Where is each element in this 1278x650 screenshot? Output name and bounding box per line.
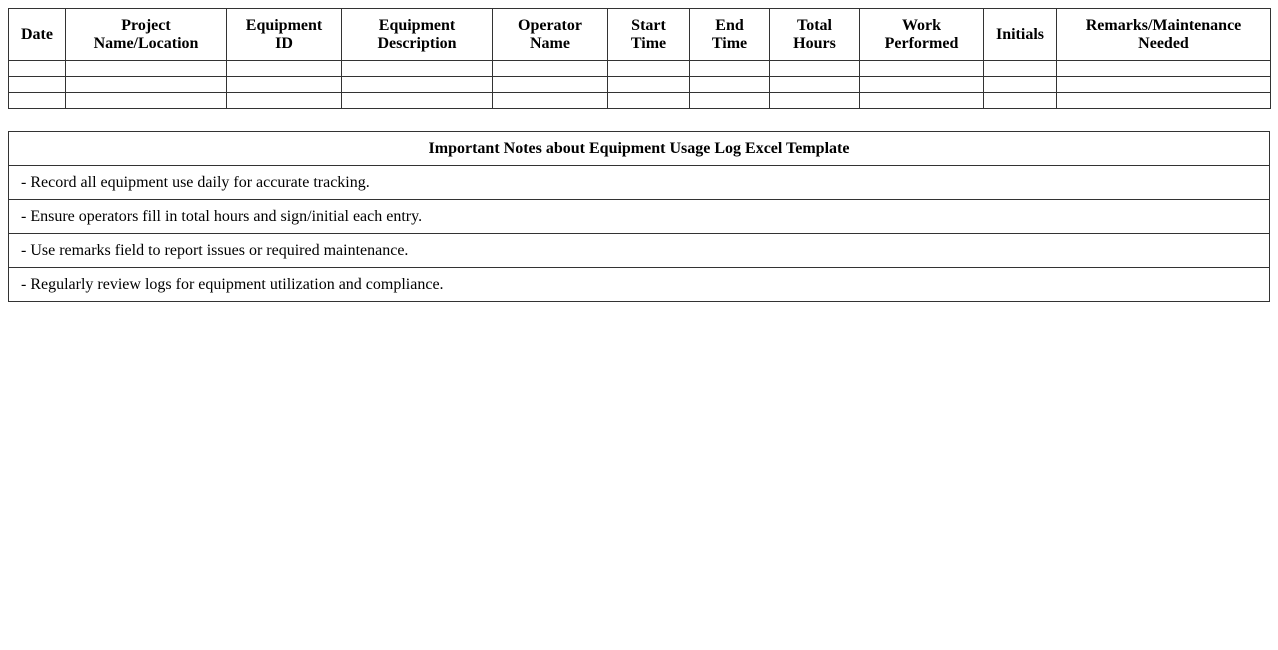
column-header-start-time	[608, 9, 690, 61]
header-line: Project	[121, 16, 171, 34]
note-row	[9, 234, 1270, 268]
table-cell[interactable]	[608, 77, 690, 93]
header-line: Time	[630, 34, 667, 52]
table-cell[interactable]	[984, 93, 1057, 109]
note-item: - Record all equipment use daily for accurate tracking.	[9, 166, 1270, 200]
column-header-project	[66, 9, 227, 61]
header-line: Equipment	[245, 16, 323, 34]
header-line: Remarks/Maintenance	[1085, 16, 1242, 34]
note-row	[9, 268, 1270, 302]
table-cell[interactable]	[690, 93, 770, 109]
table-cell[interactable]	[984, 77, 1057, 93]
header-line: Time	[711, 34, 748, 52]
note-row	[9, 200, 1270, 234]
column-header-equipment-id	[227, 9, 342, 61]
note-row	[9, 166, 1270, 200]
note-item: - Ensure operators fill in total hours and sign/initial each entry.	[9, 200, 1270, 234]
table-cell[interactable]	[1057, 93, 1271, 109]
header-line: Hours	[793, 34, 836, 52]
table-cell[interactable]	[493, 93, 608, 109]
table-cell[interactable]	[66, 77, 227, 93]
header-line: Start	[631, 16, 666, 34]
table-cell[interactable]	[66, 93, 227, 109]
header-line: Description	[377, 34, 457, 52]
table-cell[interactable]	[690, 77, 770, 93]
table-cell[interactable]	[342, 77, 493, 93]
header-line: Date	[21, 25, 53, 43]
header-line: Operator	[518, 16, 582, 34]
table-cell[interactable]	[860, 93, 984, 109]
table-cell[interactable]	[227, 61, 342, 77]
column-header-end-time	[690, 9, 770, 61]
table-cell[interactable]	[1057, 61, 1271, 77]
header-row	[9, 9, 1271, 61]
header-line: Total	[797, 16, 832, 34]
table-cell[interactable]	[342, 61, 493, 77]
table-row	[9, 77, 1271, 93]
header-line: ID	[275, 34, 293, 52]
notes-title: Important Notes about Equipment Usage Log Excel Template	[9, 132, 1270, 166]
column-header-work-performed	[860, 9, 984, 61]
header-line: Needed	[1138, 34, 1189, 52]
table-cell[interactable]	[984, 61, 1057, 77]
header-line: Name/Location	[93, 34, 199, 52]
notes-table	[8, 131, 1270, 302]
header-line: End	[715, 16, 744, 34]
log-table-body	[9, 61, 1271, 109]
column-header-equipment-description	[342, 9, 493, 61]
column-header-date	[9, 9, 66, 61]
table-cell[interactable]	[9, 61, 66, 77]
table-cell[interactable]	[770, 61, 860, 77]
table-cell[interactable]	[860, 61, 984, 77]
table-cell[interactable]	[342, 93, 493, 109]
table-cell[interactable]	[1057, 77, 1271, 93]
table-cell[interactable]	[66, 61, 227, 77]
table-cell[interactable]	[493, 77, 608, 93]
table-cell[interactable]	[608, 93, 690, 109]
note-item: - Use remarks field to report issues or required maintenance.	[9, 234, 1270, 268]
table-cell[interactable]	[227, 93, 342, 109]
header-line: Initials	[995, 25, 1044, 43]
column-header-total-hours	[770, 9, 860, 61]
table-cell[interactable]	[860, 77, 984, 93]
table-cell[interactable]	[9, 77, 66, 93]
table-row	[9, 61, 1271, 77]
notes-title-row	[9, 132, 1270, 166]
table-cell[interactable]	[770, 93, 860, 109]
table-cell[interactable]	[493, 61, 608, 77]
column-header-remarks	[1057, 9, 1271, 61]
header-line: Performed	[884, 34, 959, 52]
table-cell[interactable]	[770, 77, 860, 93]
table-cell[interactable]	[227, 77, 342, 93]
table-cell[interactable]	[608, 61, 690, 77]
table-cell[interactable]	[9, 93, 66, 109]
note-item: - Regularly review logs for equipment utilization and compliance.	[9, 268, 1270, 302]
header-line: Work	[901, 16, 942, 34]
column-header-initials	[984, 9, 1057, 61]
header-line: Equipment	[378, 16, 456, 34]
header-line: Name	[530, 34, 570, 52]
equipment-log-table	[8, 8, 1271, 109]
column-header-operator-name	[493, 9, 608, 61]
table-cell[interactable]	[690, 61, 770, 77]
table-row	[9, 93, 1271, 109]
